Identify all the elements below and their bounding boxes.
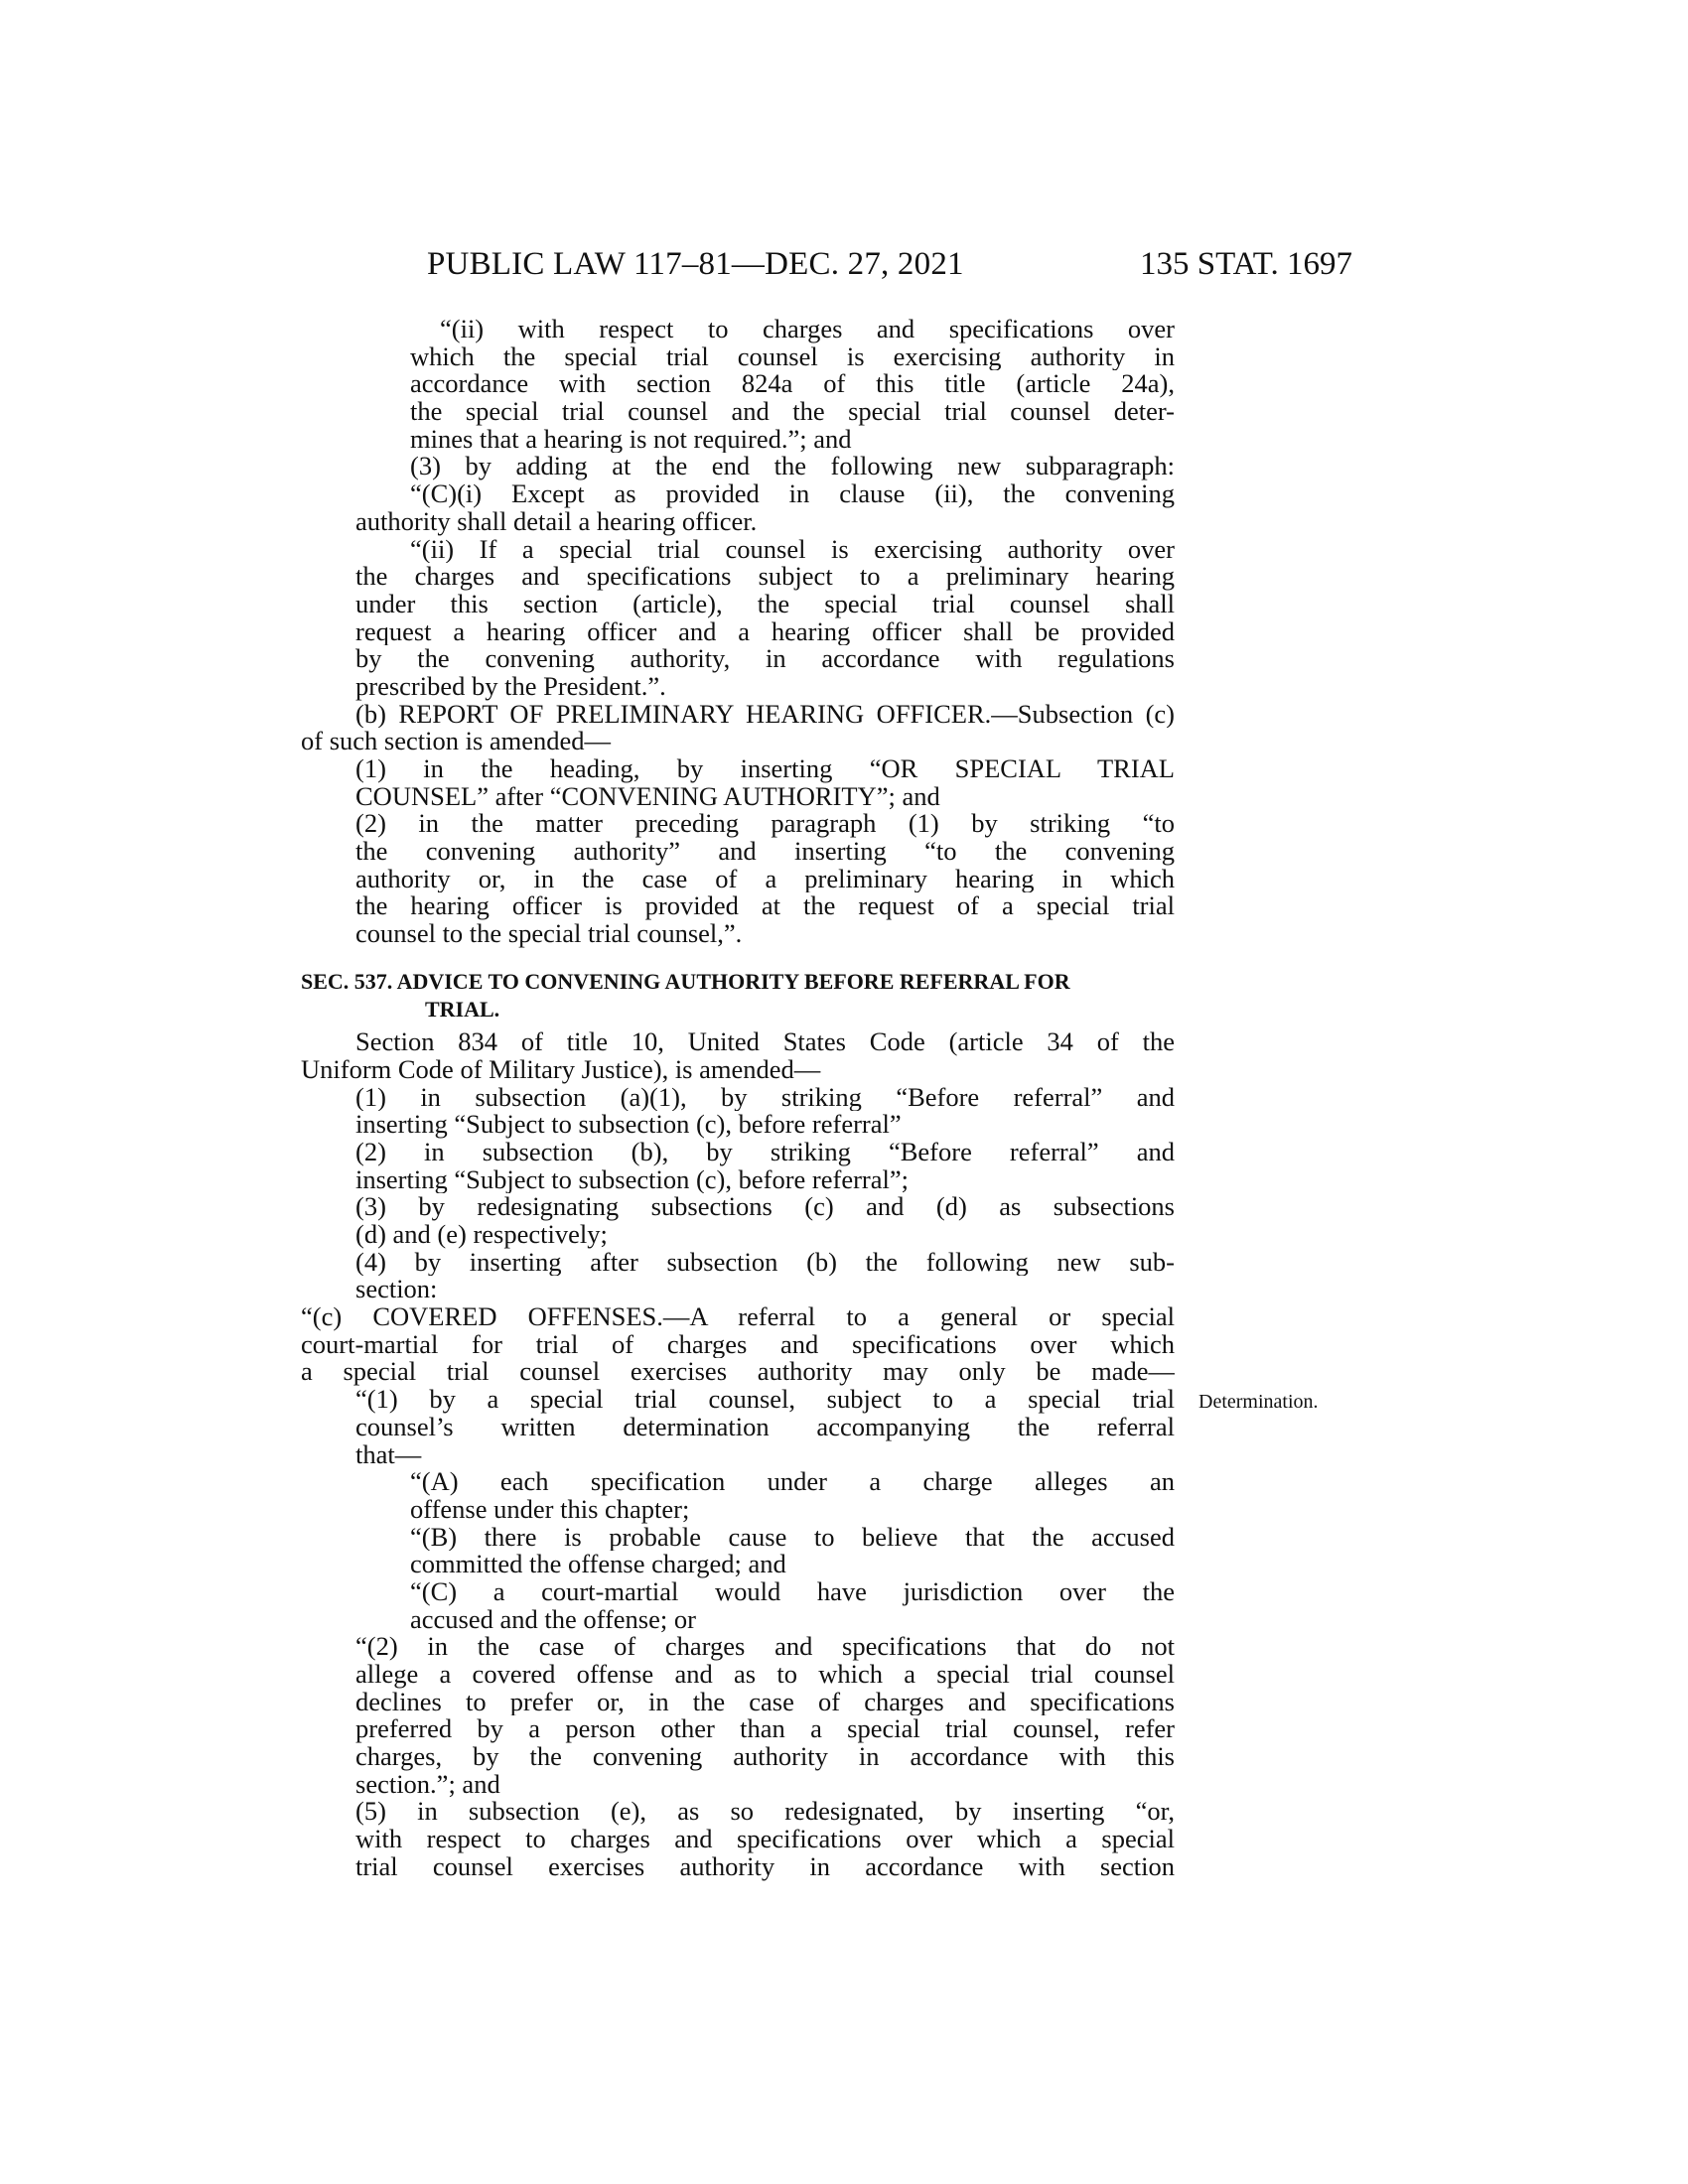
text-line: committed the offense charged; and — [410, 1551, 786, 1578]
text-line: (4) by inserting after subsection (b) the following new sub- — [355, 1248, 1175, 1277]
text-line: “(c) COVERED OFFENSES.—A referral to a general or special — [301, 1303, 1175, 1331]
page-number: 135 STAT. 1697 — [1140, 246, 1353, 282]
text-line: offense under this chapter; — [410, 1495, 690, 1524]
text-line: (2) in subsection (b), by striking “Before referral” and — [355, 1138, 1175, 1166]
text-line: (2) in the matter preceding paragraph (1) by striking “to — [355, 810, 1175, 839]
text-line: the convening authority” and inserting “to the convening — [355, 838, 1175, 866]
text-line: the special trial counsel and the special trial counsel deter- — [410, 398, 1175, 426]
document-body — [301, 316, 1175, 1881]
text-line: declines to prefer or, in the case of charges and specifications — [355, 1688, 1175, 1716]
text-line: “(C) a court-martial would have jurisdiction over the — [410, 1577, 1175, 1606]
text-line: which the special trial counsel is exercising authority in — [410, 342, 1175, 371]
text-line: “(ii) with respect to charges and specifications over — [440, 316, 1175, 343]
section-text-block — [301, 1028, 1175, 1880]
text-line: “(A) each specification under a charge alleges an — [410, 1468, 1175, 1496]
text-line: a special trial counsel exercises authority may only be made— — [301, 1358, 1175, 1387]
text-line: (3) by adding at the end the following new subparagraph: — [410, 453, 1175, 481]
text-line: (b) REPORT OF PRELIMINARY HEARING OFFICER.—Subsection (c) — [355, 700, 1175, 729]
text-line: inserting “Subject to subsection (c), before referral” — [355, 1111, 902, 1139]
text-line: that— — [355, 1440, 422, 1469]
section-heading-continued: TRIAL. — [425, 996, 500, 1022]
text-line: court-martial for trial of charges and specifications over which — [301, 1330, 1175, 1359]
text-line: (3) by redesignating subsections (c) and (d) as subsections — [355, 1193, 1175, 1221]
text-line: the hearing officer is provided at the request of a special trial — [355, 892, 1175, 921]
text-line: with respect to charges and specifications over which a special — [355, 1826, 1175, 1853]
section-gap-top — [301, 948, 1175, 968]
text-line: request a hearing officer and a hearing officer shall be provided — [355, 617, 1175, 646]
text-line: (1) in subsection (a)(1), by striking “Before referral” and — [355, 1083, 1175, 1112]
text-line: inserting “Subject to subsection (c), before referral”; — [355, 1165, 910, 1194]
text-line: “(ii) If a special trial counsel is exercising authority over — [410, 535, 1175, 564]
text-line: allege a covered offense and as to which a special trial counsel — [355, 1661, 1175, 1689]
text-line: (1) in the heading, by inserting “OR SPECIAL TRIAL — [355, 755, 1175, 783]
text-line: section: — [355, 1276, 438, 1304]
text-line: “(2) in the case of charges and specifications that do not — [355, 1633, 1175, 1661]
text-line: under this section (article), the special trial counsel shall — [355, 590, 1175, 618]
text-line: the charges and specifications subject to a preliminary hearing — [355, 563, 1175, 591]
text-line: by the convening authority, in accordance with regulations — [355, 645, 1175, 673]
text-line: “(1) by a special trial counsel, subject to a special trial — [355, 1386, 1175, 1414]
amendment-text-block — [301, 316, 1175, 948]
text-line: authority or, in the case of a preliminary hearing in which — [355, 865, 1175, 893]
margin-note: Determination. — [1198, 1391, 1319, 1413]
text-line: prescribed by the President.”. — [355, 672, 666, 701]
text-line: charges, by the convening authority in accordance with this — [355, 1743, 1175, 1771]
text-line: counsel’s written determination accompanying the referral — [355, 1413, 1175, 1441]
text-line: trial counsel exercises authority in accordance with section — [355, 1852, 1175, 1881]
text-line: of such section is amended— — [301, 728, 612, 755]
text-line: accordance with section 824a of this title (article 24a), — [410, 370, 1175, 399]
text-line: preferred by a person other than a special trial counsel, refer — [355, 1715, 1175, 1744]
text-line: “(B) there is probable cause to believe that the accused — [410, 1523, 1175, 1552]
text-line: COUNSEL” after “CONVENING AUTHORITY”; and — [355, 782, 940, 811]
text-line: section.”; and — [355, 1770, 500, 1799]
running-header-title: PUBLIC LAW 117–81—DEC. 27, 2021 — [427, 246, 964, 282]
text-line: counsel to the special trial counsel,”. — [355, 920, 743, 948]
text-line: authority shall detail a hearing officer. — [355, 507, 758, 536]
text-line: mines that a hearing is not required.”; and — [410, 425, 852, 454]
text-line: “(C)(i) Except as provided in clause (ii), the convening — [410, 480, 1175, 508]
text-line: (5) in subsection (e), as so redesignated, by inserting “or, — [355, 1798, 1175, 1827]
text-line: Uniform Code of Military Justice), is amended— — [301, 1055, 821, 1084]
section-heading: SEC. 537. ADVICE TO CONVENING AUTHORITY BEFORE REFERRAL FOR — [301, 968, 1070, 994]
text-line: accused and the offense; or — [410, 1605, 696, 1634]
text-line: (d) and (e) respectively; — [355, 1221, 608, 1249]
text-line: Section 834 of title 10, United States Code (article 34 of the — [355, 1028, 1175, 1056]
